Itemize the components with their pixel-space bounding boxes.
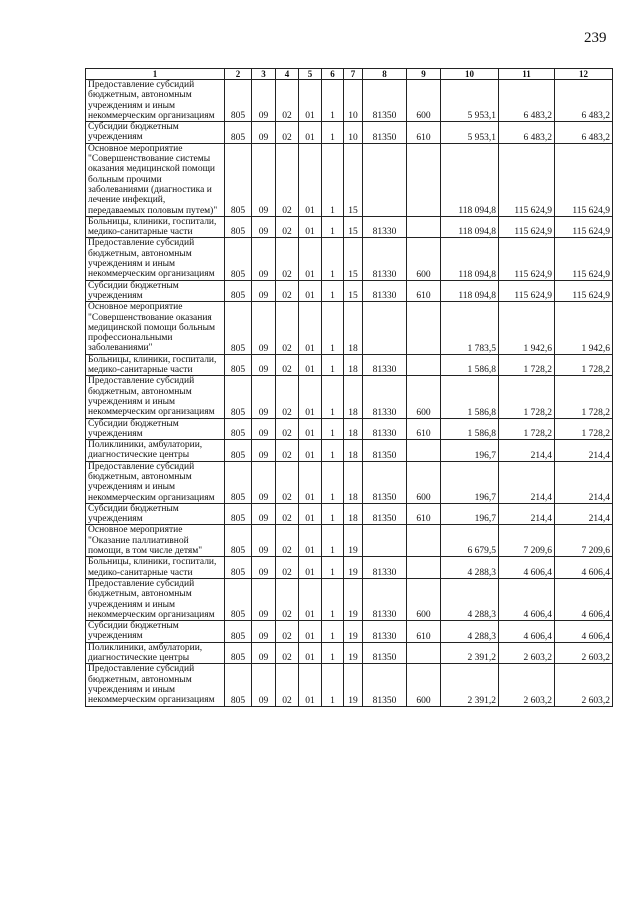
budget-table	[85, 68, 613, 707]
col-6-code: 1	[322, 557, 344, 579]
amount-col-12: 214,4	[555, 503, 613, 525]
table-row	[86, 503, 613, 525]
col-3-code: 09	[252, 302, 276, 354]
table-row	[86, 642, 613, 664]
col-4-code: 02	[276, 440, 299, 462]
amount-col-11: 1 728,2	[499, 418, 555, 440]
amount-col-10: 4 288,3	[441, 557, 499, 579]
amount-col-10: 1 586,8	[441, 376, 499, 418]
col-2-code: 805	[225, 621, 252, 643]
header-cell: 7	[344, 69, 363, 80]
col-8-code: 81350	[363, 642, 407, 664]
amount-col-12: 1 728,2	[555, 418, 613, 440]
col-5-code: 01	[299, 354, 322, 376]
col-2-code: 805	[225, 238, 252, 280]
col-2-code: 805	[225, 525, 252, 557]
amount-col-10: 196,7	[441, 503, 499, 525]
col-4-code: 02	[276, 143, 299, 216]
col-7-code: 10	[344, 80, 363, 122]
amount-col-10: 5 953,1	[441, 122, 499, 144]
col-7-code: 10	[344, 122, 363, 144]
col-6-code: 1	[322, 418, 344, 440]
col-8-code: 81350	[363, 440, 407, 462]
amount-col-11: 4 606,4	[499, 621, 555, 643]
row-name: Субсидии бюджетным учреждениям	[86, 122, 225, 144]
col-7-code: 15	[344, 143, 363, 216]
col-8-code	[363, 143, 407, 216]
header-cell: 4	[276, 69, 299, 80]
row-name: Предоставление субсидий бюджетным, автономным учреждениям и иным некоммерческим организациям	[86, 238, 225, 280]
col-5-code: 01	[299, 664, 322, 706]
col-6-code: 1	[322, 376, 344, 418]
page-number: 239	[584, 30, 607, 46]
col-9-code: 610	[407, 122, 441, 144]
col-5-code: 01	[299, 216, 322, 238]
row-name: Основное мероприятие "Оказание паллиативной помощи, в том числе детям"	[86, 525, 225, 557]
col-6-code: 1	[322, 461, 344, 503]
col-7-code: 18	[344, 503, 363, 525]
amount-col-11: 214,4	[499, 440, 555, 462]
col-7-code: 15	[344, 216, 363, 238]
col-9-code	[407, 525, 441, 557]
col-3-code: 09	[252, 578, 276, 620]
col-6-code: 1	[322, 525, 344, 557]
row-name: Больницы, клиники, госпитали, медико-санитарные части	[86, 354, 225, 376]
amount-col-10: 1 586,8	[441, 354, 499, 376]
table-row	[86, 418, 613, 440]
col-4-code: 02	[276, 664, 299, 706]
col-9-code	[407, 143, 441, 216]
row-name: Субсидии бюджетным учреждениям	[86, 503, 225, 525]
table-row	[86, 621, 613, 643]
amount-col-10: 2 391,2	[441, 642, 499, 664]
row-name: Предоставление субсидий бюджетным, автономным учреждениям и иным некоммерческим организациям	[86, 80, 225, 122]
col-8-code: 81330	[363, 621, 407, 643]
col-4-code: 02	[276, 122, 299, 144]
amount-col-12: 115 624,9	[555, 143, 613, 216]
col-5-code: 01	[299, 461, 322, 503]
header-cell: 8	[363, 69, 407, 80]
col-4-code: 02	[276, 621, 299, 643]
col-7-code: 19	[344, 664, 363, 706]
col-3-code: 09	[252, 280, 276, 302]
col-5-code: 01	[299, 440, 322, 462]
col-2-code: 805	[225, 664, 252, 706]
amount-col-12: 2 603,2	[555, 642, 613, 664]
col-7-code: 19	[344, 642, 363, 664]
amount-col-12: 4 606,4	[555, 578, 613, 620]
col-9-code: 600	[407, 578, 441, 620]
amount-col-11: 214,4	[499, 503, 555, 525]
col-8-code: 81350	[363, 80, 407, 122]
amount-col-10: 5 953,1	[441, 80, 499, 122]
col-6-code: 1	[322, 642, 344, 664]
table-row	[86, 557, 613, 579]
col-2-code: 805	[225, 216, 252, 238]
header-row	[86, 69, 613, 80]
amount-col-10: 196,7	[441, 440, 499, 462]
col-2-code: 805	[225, 440, 252, 462]
col-4-code: 02	[276, 376, 299, 418]
col-5-code: 01	[299, 302, 322, 354]
col-3-code: 09	[252, 418, 276, 440]
col-3-code: 09	[252, 354, 276, 376]
col-5-code: 01	[299, 80, 322, 122]
col-9-code: 600	[407, 664, 441, 706]
amount-col-11: 1 728,2	[499, 354, 555, 376]
col-9-code: 600	[407, 238, 441, 280]
col-4-code: 02	[276, 525, 299, 557]
table-row	[86, 354, 613, 376]
col-5-code: 01	[299, 143, 322, 216]
col-8-code: 81330	[363, 280, 407, 302]
col-7-code: 18	[344, 440, 363, 462]
header-cell: 12	[555, 69, 613, 80]
row-name: Предоставление субсидий бюджетным, автономным учреждениям и иным некоммерческим организациям	[86, 376, 225, 418]
col-5-code: 01	[299, 418, 322, 440]
col-8-code: 81350	[363, 664, 407, 706]
amount-col-12: 2 603,2	[555, 664, 613, 706]
col-7-code: 19	[344, 557, 363, 579]
col-5-code: 01	[299, 525, 322, 557]
amount-col-11: 2 603,2	[499, 642, 555, 664]
col-4-code: 02	[276, 557, 299, 579]
col-7-code: 15	[344, 280, 363, 302]
table-row	[86, 525, 613, 557]
table-row	[86, 578, 613, 620]
col-5-code: 01	[299, 280, 322, 302]
col-4-code: 02	[276, 578, 299, 620]
col-2-code: 805	[225, 122, 252, 144]
col-4-code: 02	[276, 216, 299, 238]
amount-col-12: 115 624,9	[555, 216, 613, 238]
col-6-code: 1	[322, 122, 344, 144]
amount-col-11: 6 483,2	[499, 80, 555, 122]
col-6-code: 1	[322, 621, 344, 643]
col-6-code: 1	[322, 440, 344, 462]
amount-col-12: 7 209,6	[555, 525, 613, 557]
col-5-code: 01	[299, 122, 322, 144]
amount-col-11: 115 624,9	[499, 280, 555, 302]
col-3-code: 09	[252, 642, 276, 664]
amount-col-10: 2 391,2	[441, 664, 499, 706]
col-8-code: 81350	[363, 122, 407, 144]
col-2-code: 805	[225, 578, 252, 620]
header-cell: 9	[407, 69, 441, 80]
col-3-code: 09	[252, 376, 276, 418]
col-5-code: 01	[299, 621, 322, 643]
amount-col-10: 6 679,5	[441, 525, 499, 557]
row-name: Основное мероприятие "Совершенствование оказания медицинской помощи больным профессиональными заболеваниями"	[86, 302, 225, 354]
col-6-code: 1	[322, 354, 344, 376]
col-8-code: 81350	[363, 503, 407, 525]
amount-col-12: 1 942,6	[555, 302, 613, 354]
col-9-code: 600	[407, 461, 441, 503]
table-row	[86, 664, 613, 706]
col-5-code: 01	[299, 238, 322, 280]
col-6-code: 1	[322, 664, 344, 706]
col-8-code: 81350	[363, 461, 407, 503]
col-5-code: 01	[299, 578, 322, 620]
col-2-code: 805	[225, 642, 252, 664]
amount-col-10: 196,7	[441, 461, 499, 503]
col-2-code: 805	[225, 557, 252, 579]
table-row	[86, 280, 613, 302]
row-name: Поликлиники, амбулатории, диагностические центры	[86, 642, 225, 664]
col-3-code: 09	[252, 461, 276, 503]
col-2-code: 805	[225, 461, 252, 503]
row-name: Предоставление субсидий бюджетным, автономным учреждениям и иным некоммерческим организациям	[86, 664, 225, 706]
amount-col-12: 115 624,9	[555, 238, 613, 280]
col-8-code: 81330	[363, 418, 407, 440]
amount-col-12: 1 728,2	[555, 354, 613, 376]
col-2-code: 805	[225, 302, 252, 354]
amount-col-11: 115 624,9	[499, 216, 555, 238]
col-8-code: 81330	[363, 238, 407, 280]
col-7-code: 18	[344, 461, 363, 503]
col-3-code: 09	[252, 440, 276, 462]
header-cell: 1	[86, 69, 225, 80]
col-5-code: 01	[299, 503, 322, 525]
col-3-code: 09	[252, 664, 276, 706]
col-2-code: 805	[225, 503, 252, 525]
amount-col-11: 214,4	[499, 461, 555, 503]
amount-col-11: 7 209,6	[499, 525, 555, 557]
col-9-code	[407, 557, 441, 579]
col-7-code: 19	[344, 621, 363, 643]
col-7-code: 18	[344, 418, 363, 440]
col-9-code	[407, 302, 441, 354]
col-9-code: 610	[407, 621, 441, 643]
col-7-code: 15	[344, 238, 363, 280]
amount-col-12: 6 483,2	[555, 122, 613, 144]
row-name: Предоставление субсидий бюджетным, автономным учреждениям и иным некоммерческим организациям	[86, 578, 225, 620]
col-4-code: 02	[276, 503, 299, 525]
amount-col-10: 118 094,8	[441, 143, 499, 216]
row-name: Поликлиники, амбулатории, диагностические центры	[86, 440, 225, 462]
col-9-code	[407, 216, 441, 238]
table-row	[86, 238, 613, 280]
col-8-code: 81330	[363, 557, 407, 579]
table-row	[86, 80, 613, 122]
amount-col-12: 1 728,2	[555, 376, 613, 418]
amount-col-12: 115 624,9	[555, 280, 613, 302]
amount-col-12: 214,4	[555, 440, 613, 462]
amount-col-11: 115 624,9	[499, 143, 555, 216]
col-6-code: 1	[322, 216, 344, 238]
col-2-code: 805	[225, 418, 252, 440]
col-7-code: 19	[344, 525, 363, 557]
row-name: Больницы, клиники, госпитали, медико-санитарные части	[86, 557, 225, 579]
amount-col-12: 4 606,4	[555, 621, 613, 643]
col-7-code: 18	[344, 376, 363, 418]
amount-col-11: 1 728,2	[499, 376, 555, 418]
col-3-code: 09	[252, 143, 276, 216]
col-2-code: 805	[225, 143, 252, 216]
amount-col-11: 1 942,6	[499, 302, 555, 354]
table-row	[86, 302, 613, 354]
header-cell: 2	[225, 69, 252, 80]
col-2-code: 805	[225, 80, 252, 122]
col-3-code: 09	[252, 122, 276, 144]
amount-col-12: 214,4	[555, 461, 613, 503]
col-4-code: 02	[276, 642, 299, 664]
col-4-code: 02	[276, 280, 299, 302]
amount-col-10: 4 288,3	[441, 621, 499, 643]
col-9-code: 610	[407, 418, 441, 440]
header-cell: 11	[499, 69, 555, 80]
col-9-code	[407, 354, 441, 376]
col-4-code: 02	[276, 354, 299, 376]
col-3-code: 09	[252, 238, 276, 280]
col-3-code: 09	[252, 525, 276, 557]
row-name: Основное мероприятие "Совершенствование системы оказания медицинской помощи больным прочими заболеваниями (диагностика и лечение инфекций, передаваемых половым путем)"	[86, 143, 225, 216]
col-6-code: 1	[322, 280, 344, 302]
amount-col-10: 118 094,8	[441, 216, 499, 238]
header-cell: 3	[252, 69, 276, 80]
col-8-code: 81330	[363, 376, 407, 418]
amount-col-11: 6 483,2	[499, 122, 555, 144]
amount-col-11: 115 624,9	[499, 238, 555, 280]
col-8-code	[363, 302, 407, 354]
col-4-code: 02	[276, 302, 299, 354]
amount-col-12: 6 483,2	[555, 80, 613, 122]
amount-col-11: 4 606,4	[499, 557, 555, 579]
col-2-code: 805	[225, 280, 252, 302]
col-8-code: 81330	[363, 578, 407, 620]
table-row	[86, 461, 613, 503]
amount-col-10: 1 783,5	[441, 302, 499, 354]
col-6-code: 1	[322, 503, 344, 525]
col-3-code: 09	[252, 503, 276, 525]
table-row	[86, 122, 613, 144]
col-6-code: 1	[322, 578, 344, 620]
col-8-code: 81330	[363, 216, 407, 238]
amount-col-10: 118 094,8	[441, 238, 499, 280]
row-name: Больницы, клиники, госпитали, медико-санитарные части	[86, 216, 225, 238]
col-9-code	[407, 440, 441, 462]
amount-col-11: 4 606,4	[499, 578, 555, 620]
amount-col-12: 4 606,4	[555, 557, 613, 579]
header-cell: 10	[441, 69, 499, 80]
col-3-code: 09	[252, 557, 276, 579]
col-9-code: 610	[407, 503, 441, 525]
col-4-code: 02	[276, 238, 299, 280]
col-9-code: 600	[407, 80, 441, 122]
table-row	[86, 440, 613, 462]
row-name: Субсидии бюджетным учреждениям	[86, 280, 225, 302]
col-2-code: 805	[225, 354, 252, 376]
col-5-code: 01	[299, 376, 322, 418]
col-4-code: 02	[276, 418, 299, 440]
col-8-code	[363, 525, 407, 557]
header-cell: 5	[299, 69, 322, 80]
col-3-code: 09	[252, 80, 276, 122]
col-4-code: 02	[276, 461, 299, 503]
col-7-code: 19	[344, 578, 363, 620]
col-8-code: 81330	[363, 354, 407, 376]
col-5-code: 01	[299, 557, 322, 579]
amount-col-11: 2 603,2	[499, 664, 555, 706]
amount-col-10: 118 094,8	[441, 280, 499, 302]
col-7-code: 18	[344, 302, 363, 354]
col-4-code: 02	[276, 80, 299, 122]
header-cell: 6	[322, 69, 344, 80]
table-row	[86, 376, 613, 418]
col-6-code: 1	[322, 143, 344, 216]
col-9-code: 610	[407, 280, 441, 302]
row-name: Субсидии бюджетным учреждениям	[86, 418, 225, 440]
table-row	[86, 216, 613, 238]
col-3-code: 09	[252, 216, 276, 238]
amount-col-10: 1 586,8	[441, 418, 499, 440]
col-3-code: 09	[252, 621, 276, 643]
col-9-code	[407, 642, 441, 664]
col-5-code: 01	[299, 642, 322, 664]
row-name: Субсидии бюджетным учреждениям	[86, 621, 225, 643]
col-7-code: 18	[344, 354, 363, 376]
col-6-code: 1	[322, 238, 344, 280]
table-row	[86, 143, 613, 216]
amount-col-10: 4 288,3	[441, 578, 499, 620]
col-6-code: 1	[322, 80, 344, 122]
col-2-code: 805	[225, 376, 252, 418]
row-name: Предоставление субсидий бюджетным, автономным учреждениям и иным некоммерческим организациям	[86, 461, 225, 503]
col-6-code: 1	[322, 302, 344, 354]
col-9-code: 600	[407, 376, 441, 418]
